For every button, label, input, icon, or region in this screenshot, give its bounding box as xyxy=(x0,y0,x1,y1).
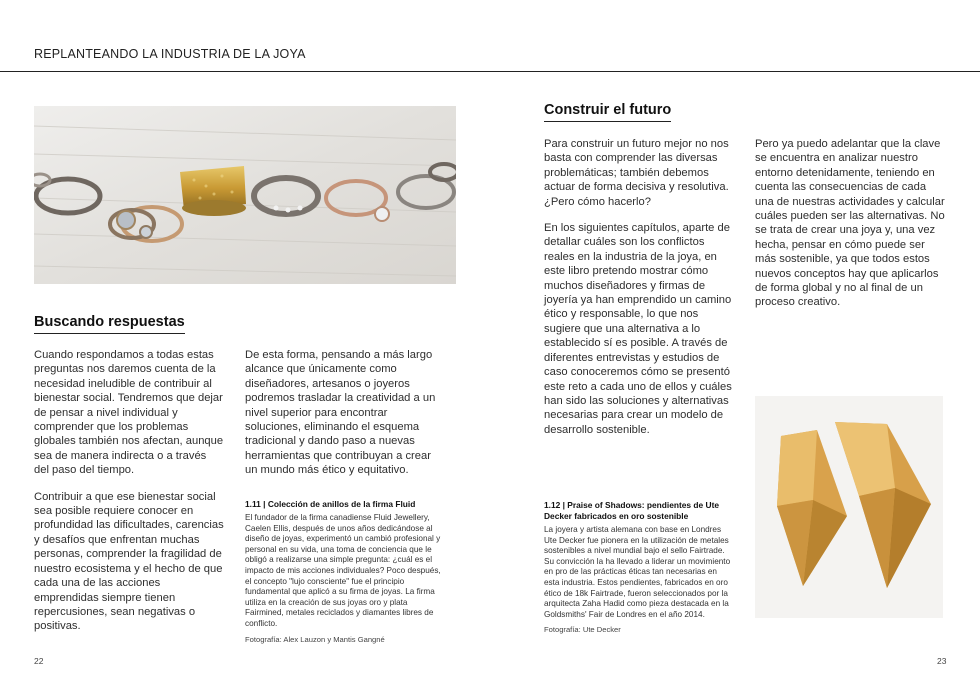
caption-body: La joyera y artista alemana con base en Londres Ute Decker fue pionera en la utilización de metales sostenibles a nivel mundial bajo el sello Fairtrade. Su convicción la ha llevado a liderar un movimiento en pro de las prácticas éticas tan necesarias en esta industria. Estos pendientes, fabricados en oro ético de 18k Fairtrade, fueron seleccionados por la arquitecta Zaha Hadid como pieza destacada en la Goldsmiths' Fair de Londres en el año 2014. xyxy=(544,525,731,619)
right-column-2 xyxy=(755,137,947,322)
header-rule xyxy=(0,71,980,72)
caption-title: 1.11 | Colección de anillos de la firma Fluid xyxy=(245,499,416,509)
paragraph: Contribuir a que ese bienestar social sea posible requiere conocer en profundidad las dificultades, carencias y desafíos que enfrentan muchas personas, comprender la fragilidad de nuestro ecosistema y el hecho de que cada una de las acciones emprendidas siempre tienen repercusiones, sean negativas o positivas. xyxy=(34,490,224,633)
paragraph: Pero ya puedo adelantar que la clave se encuentra en analizar nuestro entorno detenidamente, teniendo en cuenta las consecuencias de cada una de nuestras actividades y calcular cuáles pueden ser las alternativas. No se trata de crear una joya y, una vez hecha, pensar en cómo puede ser más sostenible, ya que todos estos nuevos conceptos hay que aplicarlos de forma global y no al final de un proceso creativo. xyxy=(755,138,945,309)
earrings-photo xyxy=(755,396,943,618)
paragraph: De esta forma, pensando a más largo alcance que únicamente como diseñadores, artesanos o joyeros podremos trasladar la creatividad a un nivel superior para encontrar soluciones, eliminando el esquema tradicional y dando paso a nuevas herramientas que contribuyan a crear un mundo más ético y equitativo. xyxy=(245,349,436,477)
running-header: REPLANTEANDO LA INDUSTRIA DE LA JOYA xyxy=(34,47,306,61)
left-section-heading: Buscando respuestas xyxy=(34,314,185,334)
caption-body: El fundador de la firma canadiense Fluid Jewellery, Caelen Ellis, después de unos años dedicándose al diseño de joyas, experimentó un cambió profesional y personal en su vida, una toma de conciencia que le obligó a realizarse una simple pregunta: ¿cuál es el impacto de mis acciones individuales? Poco después, el concepto "lujo consciente" fue el principio fundamental que aplicó a su firma de joyas. La firma utiliza en la creación de sus joyas oro y plata Fairmined, metales reciclados y diamantes libres de conflicto. xyxy=(245,513,441,628)
rings-caption xyxy=(245,499,441,644)
paragraph: Cuando respondamos a todas estas preguntas nos daremos cuenta de la necesidad ineludible de contribuir al bienestar social. Tendremos que dejar de pensar a nivel individual y comprender que los problemas globales también nos afectan, aunque sea de manera indirecta o a través del paso del tiempo. xyxy=(34,349,224,477)
earrings-caption xyxy=(544,500,734,634)
paragraph: Para construir un futuro mejor no nos basta con comprender las diversas problemáticas; también debemos actuar de forma decisiva y resolutiva. ¿Pero cómo hacerlo? xyxy=(544,138,729,208)
left-column-2 xyxy=(245,348,441,490)
right-section-heading: Construir el futuro xyxy=(544,102,671,122)
paragraph: En los siguientes capítulos, aparte de detallar cuáles son los conflictos reales en la industria de la joya, en este libro pretendo mostrar cómo muchos diseñadores y firmas de joyería ya han emprendido un camino ético y responsable, lo que nos sugiere que una alternativa a lo establecido sí es posible. A través de diferentes entrevistas y estudios de caso conoceremos cómo se presentó este reto a cada uno de ellos y cuáles han sido las soluciones y alternativas necesarias para crear un modelo de desarrollo sostenible. xyxy=(544,222,732,436)
page-number-left: 22 xyxy=(34,656,44,666)
caption-title: 1.12 | Praise of Shadows: pendientes de Ute Decker fabricados en oro sostenible xyxy=(544,500,720,521)
rings-photo xyxy=(34,106,456,284)
left-column-1 xyxy=(34,348,224,646)
page-number-right: 23 xyxy=(937,656,947,666)
photo-credit: Fotografía: Ute Decker xyxy=(544,625,621,635)
photo-credit: Fotografía: Alex Lauzon y Mantis Gangné xyxy=(245,634,385,644)
right-column-1 xyxy=(544,137,736,449)
